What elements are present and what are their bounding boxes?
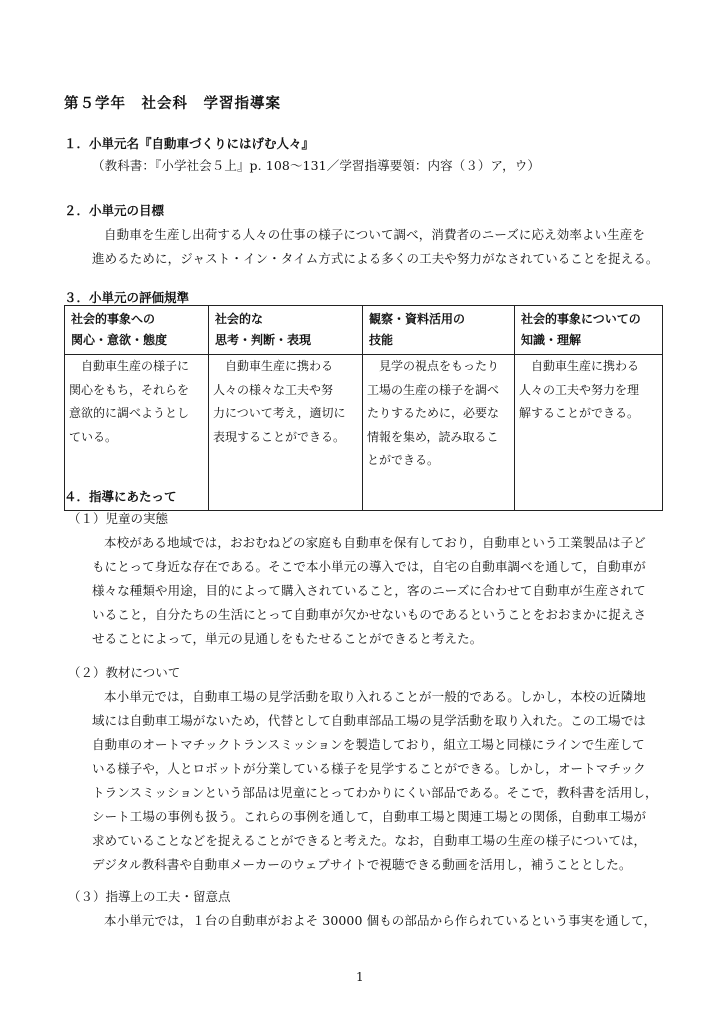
subsection3-heading: （３）指導上の工夫・留意点: [68, 889, 231, 904]
cell-line: 解することができる。: [519, 406, 640, 420]
cell-line: 自動車生産の様子に: [81, 359, 190, 373]
header-line: 思考・判断・表現: [215, 333, 312, 347]
paragraph-line: 様々な種類や用途，目的によって購入されていること，客のニーズに合わせて自動車が生産されて: [92, 583, 646, 598]
header-line: 技能: [369, 333, 394, 347]
cell-line: たりするために，必要な: [367, 406, 500, 420]
cell-line: 情報を集め，読み取るこ: [367, 429, 499, 444]
table-header-cell: [65, 306, 209, 355]
goal-line: 自動車を生産し出荷する人々の仕事の様子について調べ，消費者のニーズに応え効率よい生産を: [104, 227, 645, 242]
cell-line: 力について考え，適切に: [213, 406, 346, 420]
paragraph-line: 本小単元では，１台の自動車がおよそ 30000 個もの部品から作られているという事実を通して，: [104, 913, 657, 928]
section2-heading: ２．小単元の目標: [64, 203, 165, 218]
header-line: 社会的事象についての: [521, 312, 641, 326]
header-line: 社会的事象への: [71, 312, 156, 326]
table-cell: [515, 355, 663, 511]
paragraph-line: 域には自動車工場がないため，代替として自動車部品工場の見学活動を取り入れた。この工場では: [92, 713, 646, 728]
paragraph-line: 本校がある地域では，おおむねどの家庭も自動車を保有しており，自動車という工業製品は子ど: [104, 535, 646, 550]
header-line: 観察・資料活用の: [369, 312, 466, 326]
paragraph-line: いる様子や，人とロボットが分業している様子を見学することができる。しかし，オートマチック: [92, 761, 646, 776]
paragraph-line: いること，自分たちの生活にとって自動車が欠かせないものであるということをおおまかに捉えさ: [92, 607, 647, 622]
cell-line: とができる。: [367, 453, 440, 467]
table-header-cell: [209, 306, 363, 355]
cell-line: 表現することができる。: [213, 429, 346, 444]
paragraph-line: 求めていることなどを捉えることができると考えた。なお，自動車工場の生産の様子については，: [92, 833, 647, 848]
cell-line: 関心をもち，それらを: [69, 382, 190, 397]
subsection1-heading: （１）児童の実態: [68, 511, 169, 526]
cell-line: 自動車生産に携わる: [531, 359, 640, 373]
cell-line: 工場の生産の様子を調べ: [367, 382, 500, 397]
cell-line: 意欲的に調べようとし: [69, 406, 190, 420]
table-header-cell: [363, 306, 515, 355]
paragraph-line: もにとって身近な存在である。そこで本小単元の導入では，自宅の自動車調べを通して，自動車が: [92, 559, 646, 574]
section4-heading: ４．指導にあたって: [64, 489, 177, 504]
paragraph-line: シート工場の事例も扱う。これらの事例を通して，自動車工場と関連工場との関係，自動車工場が: [92, 809, 647, 824]
cell-line: 人々の様々な工夫や努: [213, 382, 334, 397]
paragraph-line: 本小単元では，自動車工場の見学活動を取り入れることが一般的である。しかし，本校の近隣地: [104, 689, 646, 704]
paragraph-line: 自動車のオートマチックトランスミッションを製造しており，組立工場と同様にラインで生産して: [92, 737, 645, 752]
paragraph-line: トランスミッションという部品は児童にとってわかりにくい部品である。そこで，教科書を活用し，: [92, 785, 658, 800]
cell-line: ている。: [69, 429, 118, 444]
page-number: 1: [356, 970, 364, 984]
table-header-cell: [515, 306, 663, 355]
header-line: 社会的な: [215, 312, 264, 326]
table-header-row: [65, 306, 663, 355]
section3-heading: ３．小単元の評価規準: [64, 290, 190, 305]
goal-line: 進めるために，ジャスト・イン・タイム方式による多くの工夫や努力がなされていることを捉える。: [92, 251, 659, 266]
cell-line: 人々の工夫や努力を理: [519, 382, 640, 397]
header-line: 関心・意欲・態度: [71, 333, 168, 347]
paragraph-line: せることによって，単元の見通しをもたせることができると考えた。: [92, 631, 483, 646]
header-line: 知識・理解: [521, 333, 582, 347]
table-cell: [363, 355, 515, 511]
textbook-reference: （教科書：『小学社会５上』p. 108〜131／学習指導要領：内容（３）ア，ウ）: [92, 158, 540, 173]
cell-line: 自動車生産に携わる: [225, 359, 334, 373]
paragraph-line: デジタル教科書や自動車メーカーのウェブサイトで視聴できる動画を活用し，補うこととした。: [92, 857, 632, 872]
section1-heading: １．小単元名『自動車づくりにはげむ人々』: [64, 136, 315, 151]
cell-line: 見学の視点をもったり: [379, 359, 500, 373]
table-cell: [209, 355, 363, 511]
document-title: 第５学年 社会科 学習指導案: [64, 96, 281, 112]
subsection2-heading: （２）教材について: [68, 665, 181, 680]
evaluation-criteria-table: [64, 305, 663, 511]
